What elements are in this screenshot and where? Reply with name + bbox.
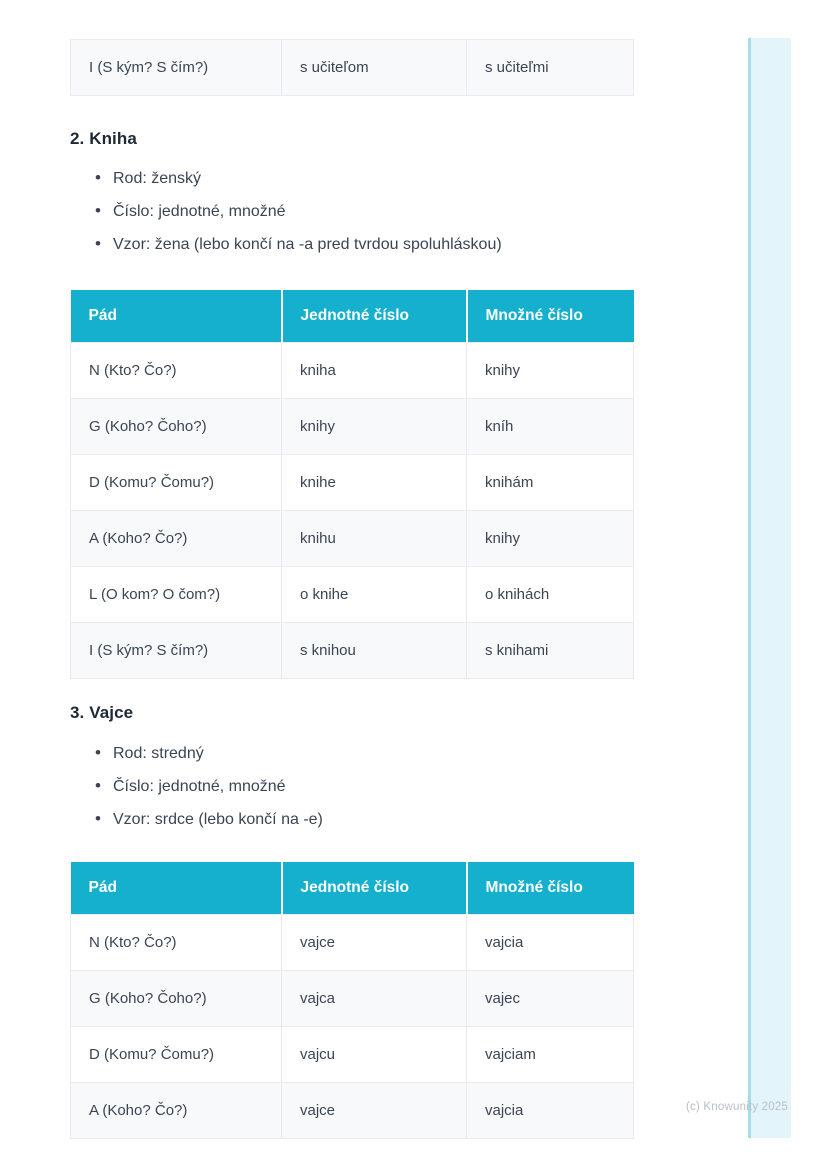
case-cell: D (Komu? Čomu?) [71, 1026, 282, 1082]
list-item: • Číslo: jednotné, množné [95, 202, 635, 222]
singular-cell: knihy [282, 398, 467, 454]
list-item: • Rod: ženský [95, 169, 635, 189]
table-row [71, 970, 634, 1026]
case-cell: A (Koho? Čo?) [71, 510, 282, 566]
table-kniha-wrap [70, 290, 633, 679]
case-cell: G (Koho? Čoho?) [71, 970, 282, 1026]
plural-cell: knihy [467, 510, 634, 566]
table-row [71, 342, 634, 398]
table-vajce-wrap [70, 862, 633, 1139]
properties-list-kniha [95, 169, 635, 268]
case-cell: G (Koho? Čoho?) [71, 398, 282, 454]
case-cell: D (Komu? Čomu?) [71, 454, 282, 510]
case-cell: I (S kým? S čím?) [71, 622, 282, 678]
singular-cell: vajce [282, 1082, 467, 1138]
table-header-row [71, 290, 634, 342]
table-row [71, 1082, 634, 1138]
singular-cell: vajce [282, 914, 467, 970]
list-item: • Vzor: žena (lebo končí na -a pred tvrdou spoluhláskou) [95, 235, 635, 255]
case-cell: L (O kom? O čom?) [71, 566, 282, 622]
plural-cell: vajciam [467, 1026, 634, 1082]
table-row [71, 510, 634, 566]
column-header: Množné číslo [467, 862, 634, 914]
table-header-row [71, 862, 634, 914]
declension-table-vajce [70, 862, 634, 1139]
column-header: Pád [71, 862, 282, 914]
section-heading-kniha: 2. Kniha [70, 129, 137, 148]
plural-cell: vajcia [467, 914, 634, 970]
plural-cell: s učiteľmi [467, 40, 634, 96]
case-cell: N (Kto? Čo?) [71, 914, 282, 970]
section-heading-vajce: 3. Vajce [70, 703, 134, 722]
declension-table-fragment [70, 39, 634, 96]
plural-cell: vajec [467, 970, 634, 1026]
plural-cell: s knihami [467, 622, 634, 678]
list-item: • Číslo: jednotné, množné [95, 777, 635, 797]
properties-list-vajce [95, 744, 635, 843]
declension-table-kniha [70, 290, 634, 679]
list-item: • Rod: stredný [95, 744, 635, 764]
table-ucitel-fragment [70, 39, 633, 96]
singular-cell: vajcu [282, 1026, 467, 1082]
singular-cell: vajca [282, 970, 467, 1026]
singular-cell: kniha [282, 342, 467, 398]
singular-cell: s knihou [282, 622, 467, 678]
page-edge-stripe [748, 38, 791, 1138]
case-cell: A (Koho? Čo?) [71, 1082, 282, 1138]
singular-cell: s učiteľom [282, 40, 467, 96]
list-item: • Vzor: srdce (lebo končí na -e) [95, 810, 635, 830]
column-header: Jednotné číslo [282, 862, 467, 914]
table-row [71, 398, 634, 454]
table-row [71, 622, 634, 678]
plural-cell: o knihách [467, 566, 634, 622]
plural-cell: kníh [467, 398, 634, 454]
table-row [71, 914, 634, 970]
table-row [71, 566, 634, 622]
plural-cell: knihy [467, 342, 634, 398]
column-header: Pád [71, 290, 282, 342]
case-cell: I (S kým? S čím?) [71, 40, 282, 96]
table-row [71, 1026, 634, 1082]
copyright-watermark: (c) Knowunity 2025 [686, 1101, 789, 1113]
table-row [71, 454, 634, 510]
table-row [71, 40, 634, 96]
column-header: Množné číslo [467, 290, 634, 342]
column-header: Jednotné číslo [282, 290, 467, 342]
singular-cell: knihu [282, 510, 467, 566]
case-cell: N (Kto? Čo?) [71, 342, 282, 398]
singular-cell: knihe [282, 454, 467, 510]
plural-cell: knihám [467, 454, 634, 510]
singular-cell: o knihe [282, 566, 467, 622]
plural-cell: vajcia [467, 1082, 634, 1138]
